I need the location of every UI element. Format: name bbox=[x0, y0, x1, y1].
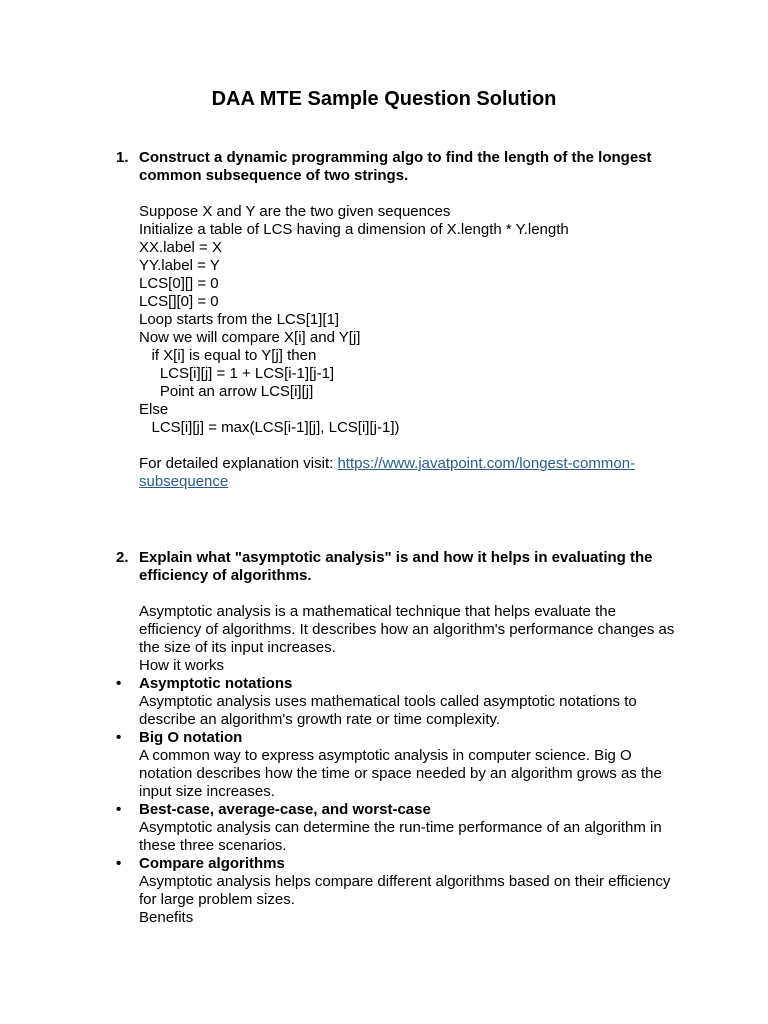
algorithm-line: XX.label = X bbox=[139, 239, 222, 256]
bullet-icon: • bbox=[116, 801, 122, 818]
bullet-item bbox=[116, 675, 679, 729]
bullet-icon: • bbox=[116, 729, 122, 746]
algorithm-line: Loop starts from the LCS[1][1] bbox=[139, 311, 340, 328]
algorithm-line: LCS[0][] = 0 bbox=[139, 275, 219, 292]
algorithm-line: if X[i] is equal to Y[j] then bbox=[139, 347, 317, 364]
algorithm-line: Now we will compare X[i] and Y[j] bbox=[139, 329, 361, 346]
question-title: Explain what "asymptotic analysis" is and how it helps in evaluating the efficiency of algorithms. bbox=[139, 549, 653, 584]
bullet-icon: • bbox=[116, 855, 122, 872]
algorithm-line: Suppose X and Y are the two given sequences bbox=[139, 203, 451, 220]
bullet-text: Asymptotic analysis helps compare different algorithms based on their efficiency for large problem sizes. bbox=[139, 873, 671, 908]
algorithm-line: Else bbox=[139, 401, 169, 418]
bullet-item bbox=[116, 801, 679, 855]
algorithm-line: LCS[][0] = 0 bbox=[139, 293, 219, 310]
bullet-item bbox=[116, 855, 679, 909]
algorithm-line: LCS[i][j] = 1 + LCS[i-1][j-1] bbox=[139, 365, 335, 382]
bullet-icon: • bbox=[116, 675, 122, 692]
question-title: Construct a dynamic programming algo to find the length of the longest common subsequence of two strings. bbox=[139, 149, 652, 184]
benefits-label: Benefits bbox=[139, 909, 194, 926]
reference-prefix: For detailed explanation visit: bbox=[139, 455, 338, 472]
question-number: 1. bbox=[116, 149, 129, 166]
bullet-text: A common way to express asymptotic analysis in computer science. Big O notation describes how the time or space needed by an algorithm grows as the input size increases. bbox=[139, 747, 662, 800]
bullet-heading: Asymptotic notations bbox=[139, 675, 293, 692]
algorithm-line: LCS[i][j] = max(LCS[i-1][j], LCS[i][j-1]) bbox=[139, 419, 400, 436]
bullet-heading: Big O notation bbox=[139, 729, 243, 746]
question-body bbox=[139, 149, 679, 491]
how-it-works-label: How it works bbox=[139, 657, 225, 674]
reference-paragraph bbox=[139, 455, 679, 491]
question-body bbox=[116, 549, 679, 927]
bullet-item bbox=[116, 729, 679, 801]
algorithm-line: Initialize a table of LCS having a dimension of X.length * Y.length bbox=[139, 221, 569, 238]
bullet-heading: Best-case, average-case, and worst-case bbox=[139, 801, 431, 818]
bullet-text: Asymptotic analysis can determine the run-time performance of an algorithm in these three scenarios. bbox=[139, 819, 662, 854]
document-title: DAA MTE Sample Question Solution bbox=[211, 88, 557, 110]
reference-link[interactable]: https://www.javatpoint.com/longest-common-subsequence bbox=[139, 455, 636, 490]
question-number: 2. bbox=[116, 549, 129, 566]
algorithm-line: Point an arrow LCS[i][j] bbox=[139, 383, 314, 400]
algorithm-line: YY.label = Y bbox=[139, 257, 220, 274]
intro-paragraph: Asymptotic analysis is a mathematical technique that helps evaluate the efficiency of algorithms. It describes how an algorithm's performance changes as the size of its input increases. bbox=[139, 603, 675, 656]
bullet-text: Asymptotic analysis uses mathematical tools called asymptotic notations to describe an algorithm's growth rate or time complexity. bbox=[139, 693, 637, 728]
bullet-heading: Compare algorithms bbox=[139, 855, 285, 872]
